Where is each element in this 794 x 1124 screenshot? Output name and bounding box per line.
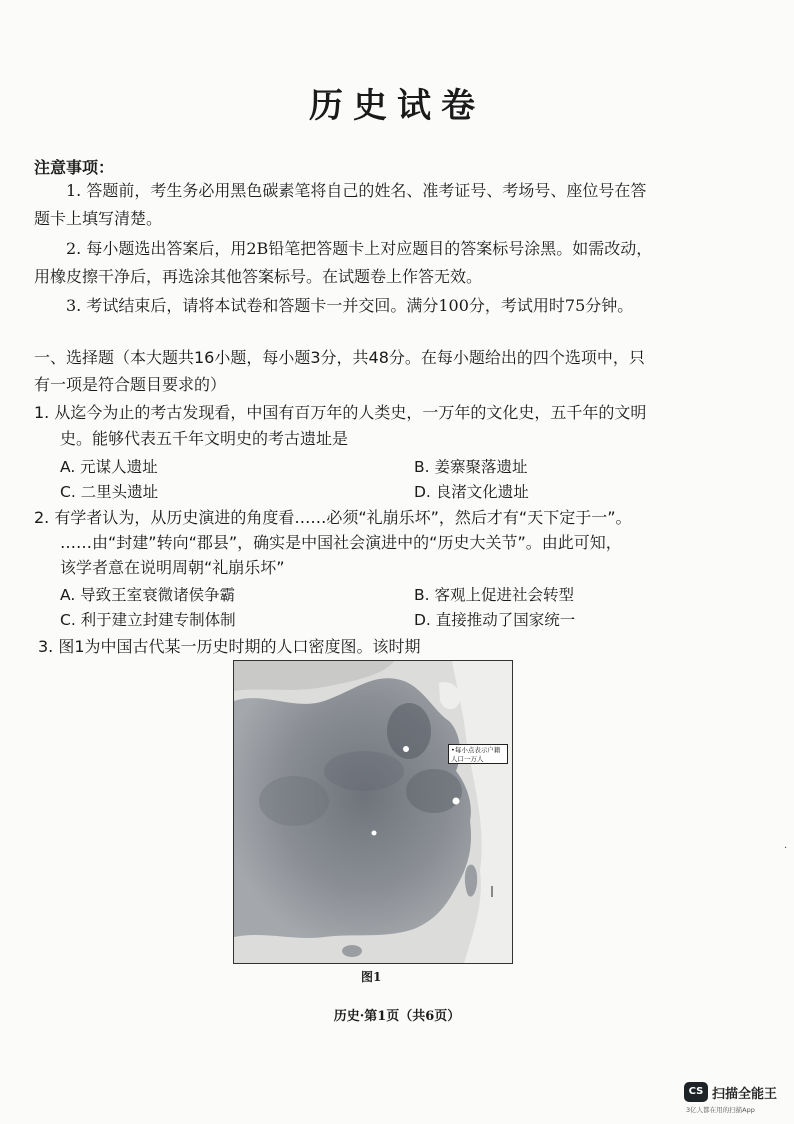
option-b: B. 客观上促进社会转型 — [414, 586, 574, 604]
population-density-map — [233, 660, 513, 964]
notice-heading: 注意事项： — [34, 158, 115, 177]
scanner-tagline: 3亿人都在用的扫描App — [686, 1106, 755, 1114]
notice-line: 2. 每小题选出答案后，用2B铅笔把答题卡上对应题目的答案标号涂黑。如需改动， — [66, 239, 653, 258]
question-stem: 史。能够代表五千年文明史的考古遗址是 — [60, 429, 349, 448]
notice-line: 3. 考试结束后，请将本试卷和答题卡一并交回。满分100分，考试用时75分钟。 — [66, 296, 634, 315]
figure-caption: 图1 — [361, 970, 382, 984]
question-stem: 1. 从迄今为止的考古发现看，中国有百万年的人类史，一万年的文化史，五千年的文明 — [34, 403, 647, 422]
notice-line: 用橡皮擦干净后，再选涂其他答案标号。在试题卷上作答无效。 — [34, 267, 483, 286]
option-c: C. 利于建立封建专制体制 — [60, 611, 236, 629]
page-footer: 历史·第1页（共6页） — [333, 1009, 461, 1024]
camscanner-logo-icon: CS — [684, 1082, 708, 1102]
exam-title: 历史试卷 — [309, 86, 485, 126]
option-c: C. 二里头遗址 — [60, 483, 159, 501]
option-b: B. 姜寨聚落遗址 — [414, 458, 528, 476]
option-a: A. 元谋人遗址 — [60, 458, 158, 476]
question-stem: 3. 图1为中国古代某一历史时期的人口密度图。该时期 — [38, 637, 421, 656]
map-image — [234, 661, 512, 963]
map-legend — [448, 744, 508, 764]
scanner-name: 扫描全能王 — [712, 1087, 778, 1102]
option-d: D. 良渚文化遗址 — [414, 483, 529, 501]
notice-line: 题卡上填写清楚。 — [34, 209, 163, 228]
section-title: 有一项是符合题目要求的） — [34, 375, 227, 394]
option-a: A. 导致王室衰微诸侯争霸 — [60, 586, 236, 604]
section-title: 一、选择题（本大题共16小题，每小题3分，共48分。在每小题给出的四个选项中，只 — [34, 348, 645, 367]
legend-line: 人口一万人 — [451, 755, 484, 763]
margin-mark: · — [784, 843, 788, 854]
option-d: D. 直接推动了国家统一 — [414, 611, 576, 629]
notice-line: 1. 答题前，考生务必用黑色碳素笔将自己的姓名、准考证号、考场号、座位号在答 — [66, 181, 647, 200]
question-stem: 2. 有学者认为，从历史演进的角度看……必须“礼崩乐坏”，然后才有“天下定于一”。 — [34, 508, 632, 527]
legend-line: •每小点表示户籍 — [451, 746, 501, 754]
question-stem: 该学者意在说明周朝“礼崩乐坏” — [60, 558, 285, 577]
question-stem: ……由“封建”转向“郡县”，确实是中国社会演进中的“历史大关节”。由此可知， — [60, 533, 622, 552]
